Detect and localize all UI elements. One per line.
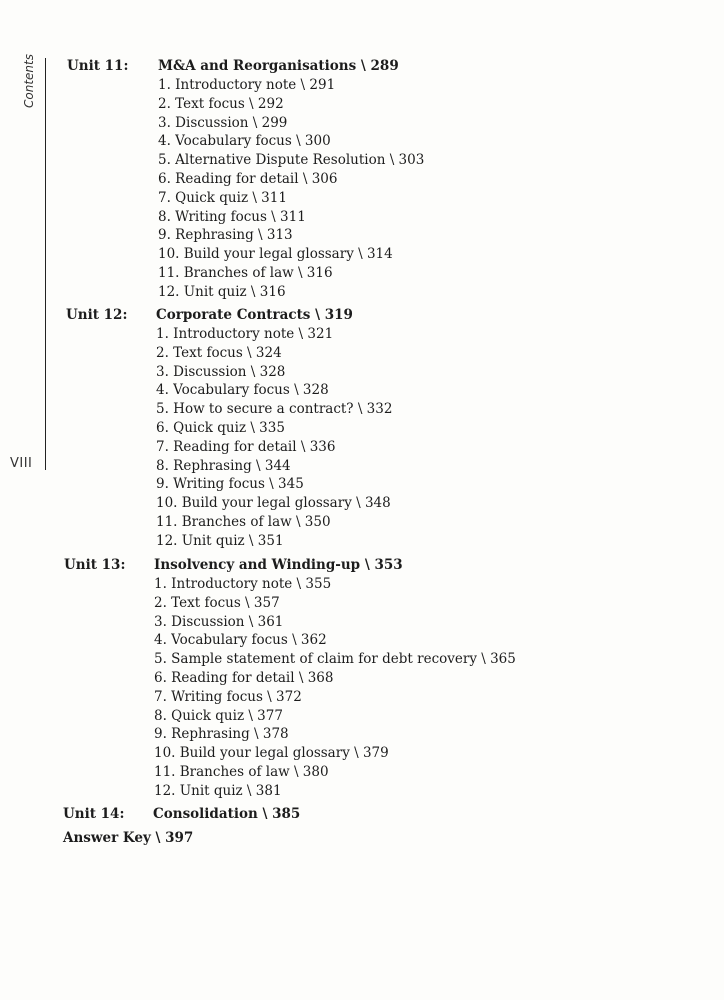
- unit-label: Unit 13:: [64, 557, 126, 573]
- list-item[interactable]: 6. Reading for detail \ 306: [158, 170, 338, 187]
- list-item[interactable]: 12. Unit quiz \ 316: [158, 283, 286, 300]
- unit-item-list: [67, 76, 667, 302]
- page-number: VIII: [10, 456, 33, 471]
- list-item[interactable]: 3. Discussion \ 299: [158, 114, 288, 131]
- list-item[interactable]: 10. Build your legal glossary \ 379: [154, 745, 389, 762]
- unit-heading: [63, 805, 663, 824]
- list-item[interactable]: 4. Vocabulary focus \ 362: [154, 632, 327, 649]
- list-item[interactable]: 5. Sample statement of claim for debt recovery \ 365: [154, 651, 516, 668]
- list-item[interactable]: 3. Discussion \ 328: [156, 363, 286, 380]
- list-item[interactable]: 9. Rephrasing \ 378: [154, 726, 289, 743]
- unit-block-14: [63, 805, 663, 824]
- list-item[interactable]: 1. Introductory note \ 355: [154, 576, 332, 592]
- unit-title[interactable]: Consolidation \ 385: [153, 806, 301, 822]
- list-item[interactable]: 9. Writing focus \ 345: [156, 476, 304, 493]
- list-item[interactable]: 1. Introductory note \ 291: [158, 77, 336, 93]
- list-item[interactable]: 11. Branches of law \ 350: [156, 513, 331, 530]
- list-item[interactable]: 11. Branches of law \ 316: [158, 264, 333, 281]
- unit-title[interactable]: Insolvency and Winding-up \ 353: [154, 557, 403, 573]
- list-item[interactable]: 6. Reading for detail \ 368: [154, 669, 334, 686]
- list-item[interactable]: 3. Discussion \ 361: [154, 613, 284, 630]
- list-item[interactable]: 8. Rephrasing \ 344: [156, 457, 291, 474]
- list-item[interactable]: 2. Text focus \ 324: [156, 344, 282, 361]
- list-item[interactable]: 9. Rephrasing \ 313: [158, 227, 293, 244]
- unit-label: Unit 11:: [67, 58, 129, 74]
- vertical-rule: [45, 58, 46, 470]
- list-item[interactable]: 6. Quick quiz \ 335: [156, 419, 285, 436]
- unit-title[interactable]: Corporate Contracts \ 319: [156, 307, 353, 323]
- list-item[interactable]: 5. How to secure a contract? \ 332: [156, 401, 393, 418]
- list-item[interactable]: 12. Unit quiz \ 381: [154, 782, 282, 799]
- list-item[interactable]: 2. Text focus \ 292: [158, 95, 284, 112]
- list-item[interactable]: 12. Unit quiz \ 351: [156, 532, 284, 549]
- list-item[interactable]: 8. Writing focus \ 311: [158, 208, 306, 225]
- unit-title[interactable]: M&A and Reorganisations \ 289: [158, 58, 399, 74]
- unit-heading: [66, 306, 666, 325]
- unit-heading: [67, 57, 667, 76]
- side-label: Contents: [22, 54, 36, 108]
- list-item[interactable]: 4. Vocabulary focus \ 300: [158, 133, 331, 150]
- list-item[interactable]: 8. Quick quiz \ 377: [154, 707, 283, 724]
- unit-block-13: [64, 556, 664, 801]
- list-item[interactable]: 5. Alternative Dispute Resolution \ 303: [158, 152, 425, 169]
- list-item[interactable]: 4. Vocabulary focus \ 328: [156, 382, 329, 399]
- answer-key-entry[interactable]: Answer Key \ 397: [63, 830, 194, 846]
- unit-item-list: [64, 575, 664, 801]
- list-item[interactable]: 1. Introductory note \ 321: [156, 326, 334, 342]
- list-item[interactable]: 11. Branches of law \ 380: [154, 763, 329, 780]
- list-item[interactable]: 2. Text focus \ 357: [154, 594, 280, 611]
- list-item[interactable]: 10. Build your legal glossary \ 314: [158, 246, 393, 263]
- unit-block-11: [67, 57, 667, 302]
- list-item[interactable]: 7. Reading for detail \ 336: [156, 438, 336, 455]
- unit-block-12: [66, 306, 666, 551]
- list-item[interactable]: 7. Writing focus \ 372: [154, 688, 302, 705]
- unit-label: Unit 12:: [66, 307, 128, 323]
- list-item[interactable]: 7. Quick quiz \ 311: [158, 189, 287, 206]
- unit-item-list: [66, 325, 666, 551]
- unit-label: Unit 14:: [63, 806, 125, 822]
- unit-heading: [64, 556, 664, 575]
- side-label-container: [22, 56, 38, 112]
- list-item[interactable]: 10. Build your legal glossary \ 348: [156, 495, 391, 512]
